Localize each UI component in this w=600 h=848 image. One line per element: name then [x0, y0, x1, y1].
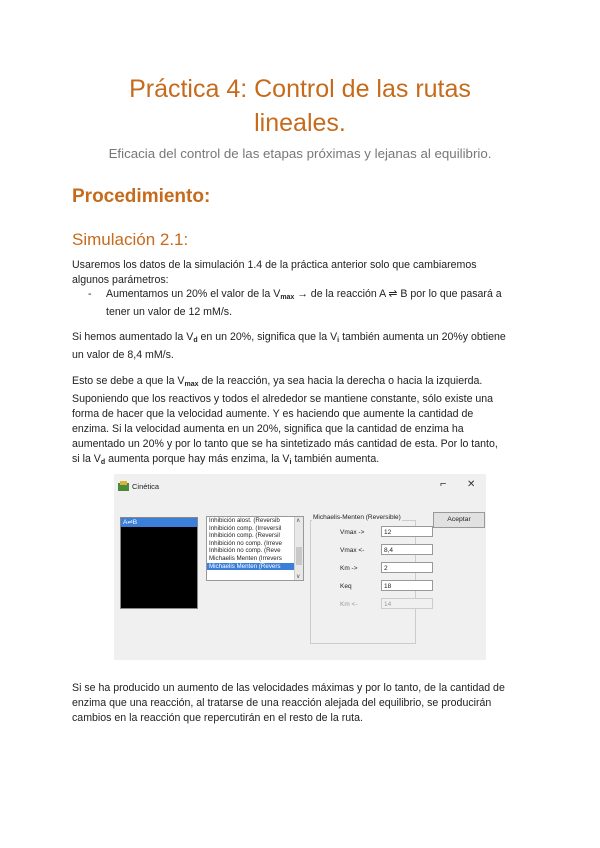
para2-c: también aumenta un 20%y obtiene — [339, 331, 506, 343]
document-subtitle: Eficacia del control de las etapas próximas y lejanas al equilibrio. — [108, 146, 492, 161]
type-list-item[interactable]: Inhibición comp. (Reversil — [209, 532, 280, 540]
keq-label: Keq — [340, 583, 352, 590]
para3-l5: aumentado un 20% y por lo tanto que se ha sintetizado más cantidad de esta. Por lo tanto, — [72, 438, 498, 450]
km-forward-label: Km -> — [340, 565, 358, 572]
para3-l6sub1: d — [100, 459, 106, 466]
kinetics-window-screenshot — [114, 474, 486, 660]
paragraph-2 — [72, 330, 532, 363]
type-list-item[interactable]: Inhibición no comp. (Reve — [209, 547, 281, 555]
type-list-item[interactable]: Inhibición alost. (Reversib — [209, 517, 280, 524]
para3-l6c: también aumenta. — [291, 453, 380, 465]
bullet-text — [106, 287, 528, 320]
scroll-down-icon[interactable]: ∨ — [296, 574, 301, 580]
document-title — [60, 72, 540, 140]
conclusion-line-2: enzima que una reacción, al tratarse de una reacción alejada del equilibrio, se producirán — [72, 697, 492, 709]
type-list-item-selected[interactable]: Michaelis Menten (Revers — [207, 563, 295, 571]
conclusion-line-3: cambios en la reacción que repercutirán en el resto de la ruta. — [72, 712, 363, 724]
bullet-dash: - — [88, 288, 92, 300]
para3-l6sub2: i — [289, 459, 292, 466]
type-list-item[interactable]: Michaelis Menten (Irrevers — [209, 554, 282, 562]
intro-paragraph — [72, 258, 532, 288]
minimize-icon[interactable]: ⌐ — [440, 478, 447, 490]
para2-a: Si hemos aumentado la V — [72, 331, 194, 343]
parameters-group-label: Michaelis-Menten (Reversible) — [313, 514, 401, 521]
bullet-line-2: tener un valor de 12 mM/s. — [106, 306, 233, 318]
scroll-thumb[interactable] — [296, 547, 302, 565]
reaction-list[interactable] — [120, 517, 198, 609]
para3-l6a: si la V — [72, 453, 101, 465]
type-list-scrollbar[interactable] — [294, 517, 303, 580]
vmax-forward-input[interactable]: 12 — [381, 526, 433, 537]
para3-l1b: de la reacción, ya sea hacia la derecha o hacia la izquierda. — [198, 375, 483, 387]
km-forward-input[interactable]: 2 — [381, 562, 433, 573]
para2-b: en un 20%, significa que la V — [197, 331, 338, 343]
intro-line-2: algunos parámetros: — [72, 274, 169, 286]
reaction-list-item[interactable]: A⇌B — [121, 518, 197, 527]
type-list-item[interactable]: Inhibición comp. (Irreversil — [209, 524, 282, 532]
title-line-2: lineales. — [254, 109, 346, 137]
vmax-reverse-label: Vmax <- — [340, 547, 365, 554]
para2-sub1: d — [193, 337, 198, 344]
title-line-1: Práctica 4: Control de las rutas — [129, 75, 471, 103]
accept-button[interactable]: Aceptar — [433, 512, 485, 528]
para3-l1a: Esto se debe a que la V — [72, 375, 185, 387]
conclusion-line-1: Si se ha producido un aumento de las velocidades máximas y por lo tanto, de la cantidad de — [72, 682, 505, 694]
para3-l3: forma de hacer que la velocidad aumente. Y es haciendo que aumente la cantidad de — [72, 408, 474, 420]
bullet-part-1: Aumentamos un 20% el valor de la V — [106, 288, 281, 300]
para3-l1sub: max — [184, 381, 199, 388]
km-reverse-label: Km <- — [340, 601, 358, 608]
scroll-up-icon[interactable]: ∧ — [296, 518, 301, 524]
kinetics-type-list[interactable] — [206, 516, 304, 581]
subsection-heading: Simulación 2.1: — [72, 230, 189, 249]
bullet-sub: max — [280, 294, 295, 301]
conclusion-paragraph — [72, 681, 532, 726]
paragraph-3 — [72, 374, 532, 470]
para2-sub2: i — [337, 337, 340, 344]
intro-line-1: Usaremos los datos de la simulación 1.4 de la práctica anterior solo que cambiaremos — [72, 259, 477, 271]
vmax-forward-label: Vmax -> — [340, 529, 365, 536]
vmax-reverse-input[interactable]: 8,4 — [381, 544, 433, 555]
para3-l6b: aumenta porque hay más enzima, la V — [105, 453, 290, 465]
keq-input[interactable]: 18 — [381, 580, 433, 591]
para3-l4: enzima. Si la velocidad aumenta en un 20%, significa que la cantidad de enzima ha — [72, 423, 464, 435]
close-icon[interactable]: ✕ — [467, 479, 476, 490]
bullet-part-2: → de la reacción A ⇌ B por lo que pasará a — [294, 288, 502, 300]
type-list-item[interactable]: Inhibición no comp. (Irreve — [209, 539, 282, 547]
para2-line-2: un valor de 8,4 mM/s. — [72, 349, 174, 361]
km-reverse-input: 14 — [381, 598, 433, 609]
window-title: Cinética — [132, 482, 160, 491]
app-icon — [118, 481, 129, 491]
section-heading: Procedimiento: — [72, 186, 211, 207]
para3-l2: Suponiendo que los reactivos y todos el alrededor se mantiene constante, sólo existe una — [72, 393, 494, 405]
